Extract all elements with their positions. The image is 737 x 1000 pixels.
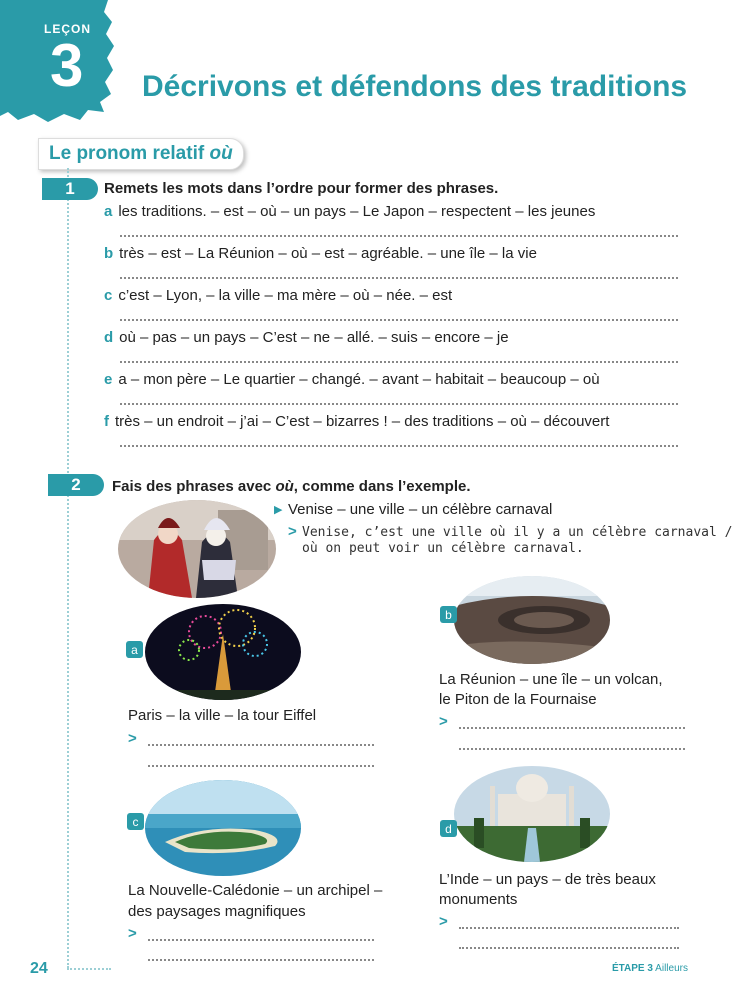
section-title (38, 138, 244, 170)
answer-line[interactable] (459, 748, 685, 750)
answer-line[interactable] (120, 403, 678, 405)
lesson-number: 3 (50, 32, 84, 99)
answer-line[interactable] (148, 959, 374, 961)
item-tag-b: b (440, 606, 457, 623)
exercise-1-item-a (104, 203, 595, 220)
exercise-2-number: 2 (48, 474, 104, 496)
exercise-1-item-e (104, 371, 600, 388)
item-letter: f (104, 413, 109, 430)
answer-marker: > (128, 925, 137, 942)
item-d-line2: monuments (439, 891, 518, 908)
example-bullet-icon: ▶ (274, 504, 283, 516)
item-letter: e (104, 371, 113, 388)
answer-line[interactable] (120, 319, 678, 321)
section-title-prefix: Le pronom relatif (49, 143, 210, 164)
island-photo (145, 780, 301, 876)
taj-mahal-photo (454, 766, 610, 862)
example-prompt: Venise – une ville – un célèbre carnaval (288, 501, 553, 518)
example-answer-line2: où on peut voir un célèbre carnaval. (302, 541, 584, 556)
eiffel-tower-photo (145, 604, 301, 700)
item-tag-a: a (126, 641, 143, 658)
item-b-line2: le Piton de la Fournaise (439, 691, 597, 708)
item-text: très – est – La Réunion – où – est – agréable. – une île – la vie (119, 245, 537, 262)
item-letter: b (104, 245, 114, 262)
page-title: Décrivons et défendons des traditions (142, 70, 688, 103)
answer-line[interactable] (148, 939, 374, 941)
lesson-label: LEÇON (44, 22, 91, 36)
exercise-1-number: 1 (42, 178, 98, 200)
exercise-1-item-d (104, 329, 509, 346)
dotted-margin-line-foot (67, 968, 111, 970)
item-a-line1: Paris – la ville – la tour Eiffel (128, 707, 317, 724)
item-c-line2: des paysages magnifiques (128, 903, 306, 920)
venice-carnival-photo (118, 500, 276, 598)
answer-marker: > (439, 913, 448, 930)
item-letter: c (104, 287, 113, 304)
footer-etape-title: Ailleurs (655, 963, 688, 974)
exercise-1-item-c (104, 287, 452, 304)
example-answer-marker: > (288, 523, 297, 540)
answer-marker: > (439, 713, 448, 730)
exercise-1-instruction: Remets les mots dans l’ordre pour former des phrases. (104, 180, 499, 197)
section-title-italic: où (209, 143, 233, 164)
exercise-2-instruction (112, 478, 471, 495)
item-tag-c: c (127, 813, 144, 830)
item-text: très – un endroit – j’ai – C’est – bizarres ! – des traditions – où – découvert (115, 413, 610, 430)
exercise-1-item-b (104, 245, 537, 262)
item-text: c’est – Lyon, – la ville – ma mère – où – née. – est (118, 287, 453, 304)
item-tag-d: d (440, 820, 457, 837)
dotted-margin-line (67, 168, 69, 968)
item-text: les traditions. – est – où – un pays – Le Japon – respectent – les jeunes (118, 203, 596, 220)
answer-line[interactable] (120, 445, 678, 447)
section-title-text (49, 143, 233, 165)
page-number: 24 (30, 960, 48, 977)
example-answer-line1: Venise, c’est une ville où il y a un célèbre carnaval / (302, 525, 733, 540)
exercise-1-item-f (104, 413, 609, 430)
instruction-part: , comme dans l’exemple. (293, 478, 471, 495)
volcano-photo (454, 576, 610, 664)
item-letter: a (104, 203, 113, 220)
answer-line[interactable] (120, 361, 678, 363)
footer-etape (612, 963, 688, 974)
instruction-italic: où (275, 478, 294, 495)
item-text: a – mon père – Le quartier – changé. – avant – habitait – beaucoup – où (118, 371, 600, 388)
item-d-line1: L’Inde – un pays – de très beaux (439, 871, 656, 888)
item-b-line1: La Réunion – une île – un volcan, (439, 671, 663, 688)
answer-line[interactable] (148, 744, 374, 746)
item-c-line1: La Nouvelle-Calédonie – un archipel – (128, 882, 383, 899)
answer-line[interactable] (459, 947, 679, 949)
answer-line[interactable] (120, 235, 678, 237)
answer-line[interactable] (459, 727, 685, 729)
item-text: où – pas – un pays – C’est – ne – allé. – suis – encore – je (119, 329, 509, 346)
footer-etape-label: ÉTAPE 3 (612, 963, 653, 974)
answer-marker: > (128, 730, 137, 747)
answer-line[interactable] (459, 927, 679, 929)
answer-line[interactable] (120, 277, 678, 279)
instruction-part: Fais des phrases avec (112, 478, 276, 495)
item-letter: d (104, 329, 114, 346)
answer-line[interactable] (148, 765, 374, 767)
